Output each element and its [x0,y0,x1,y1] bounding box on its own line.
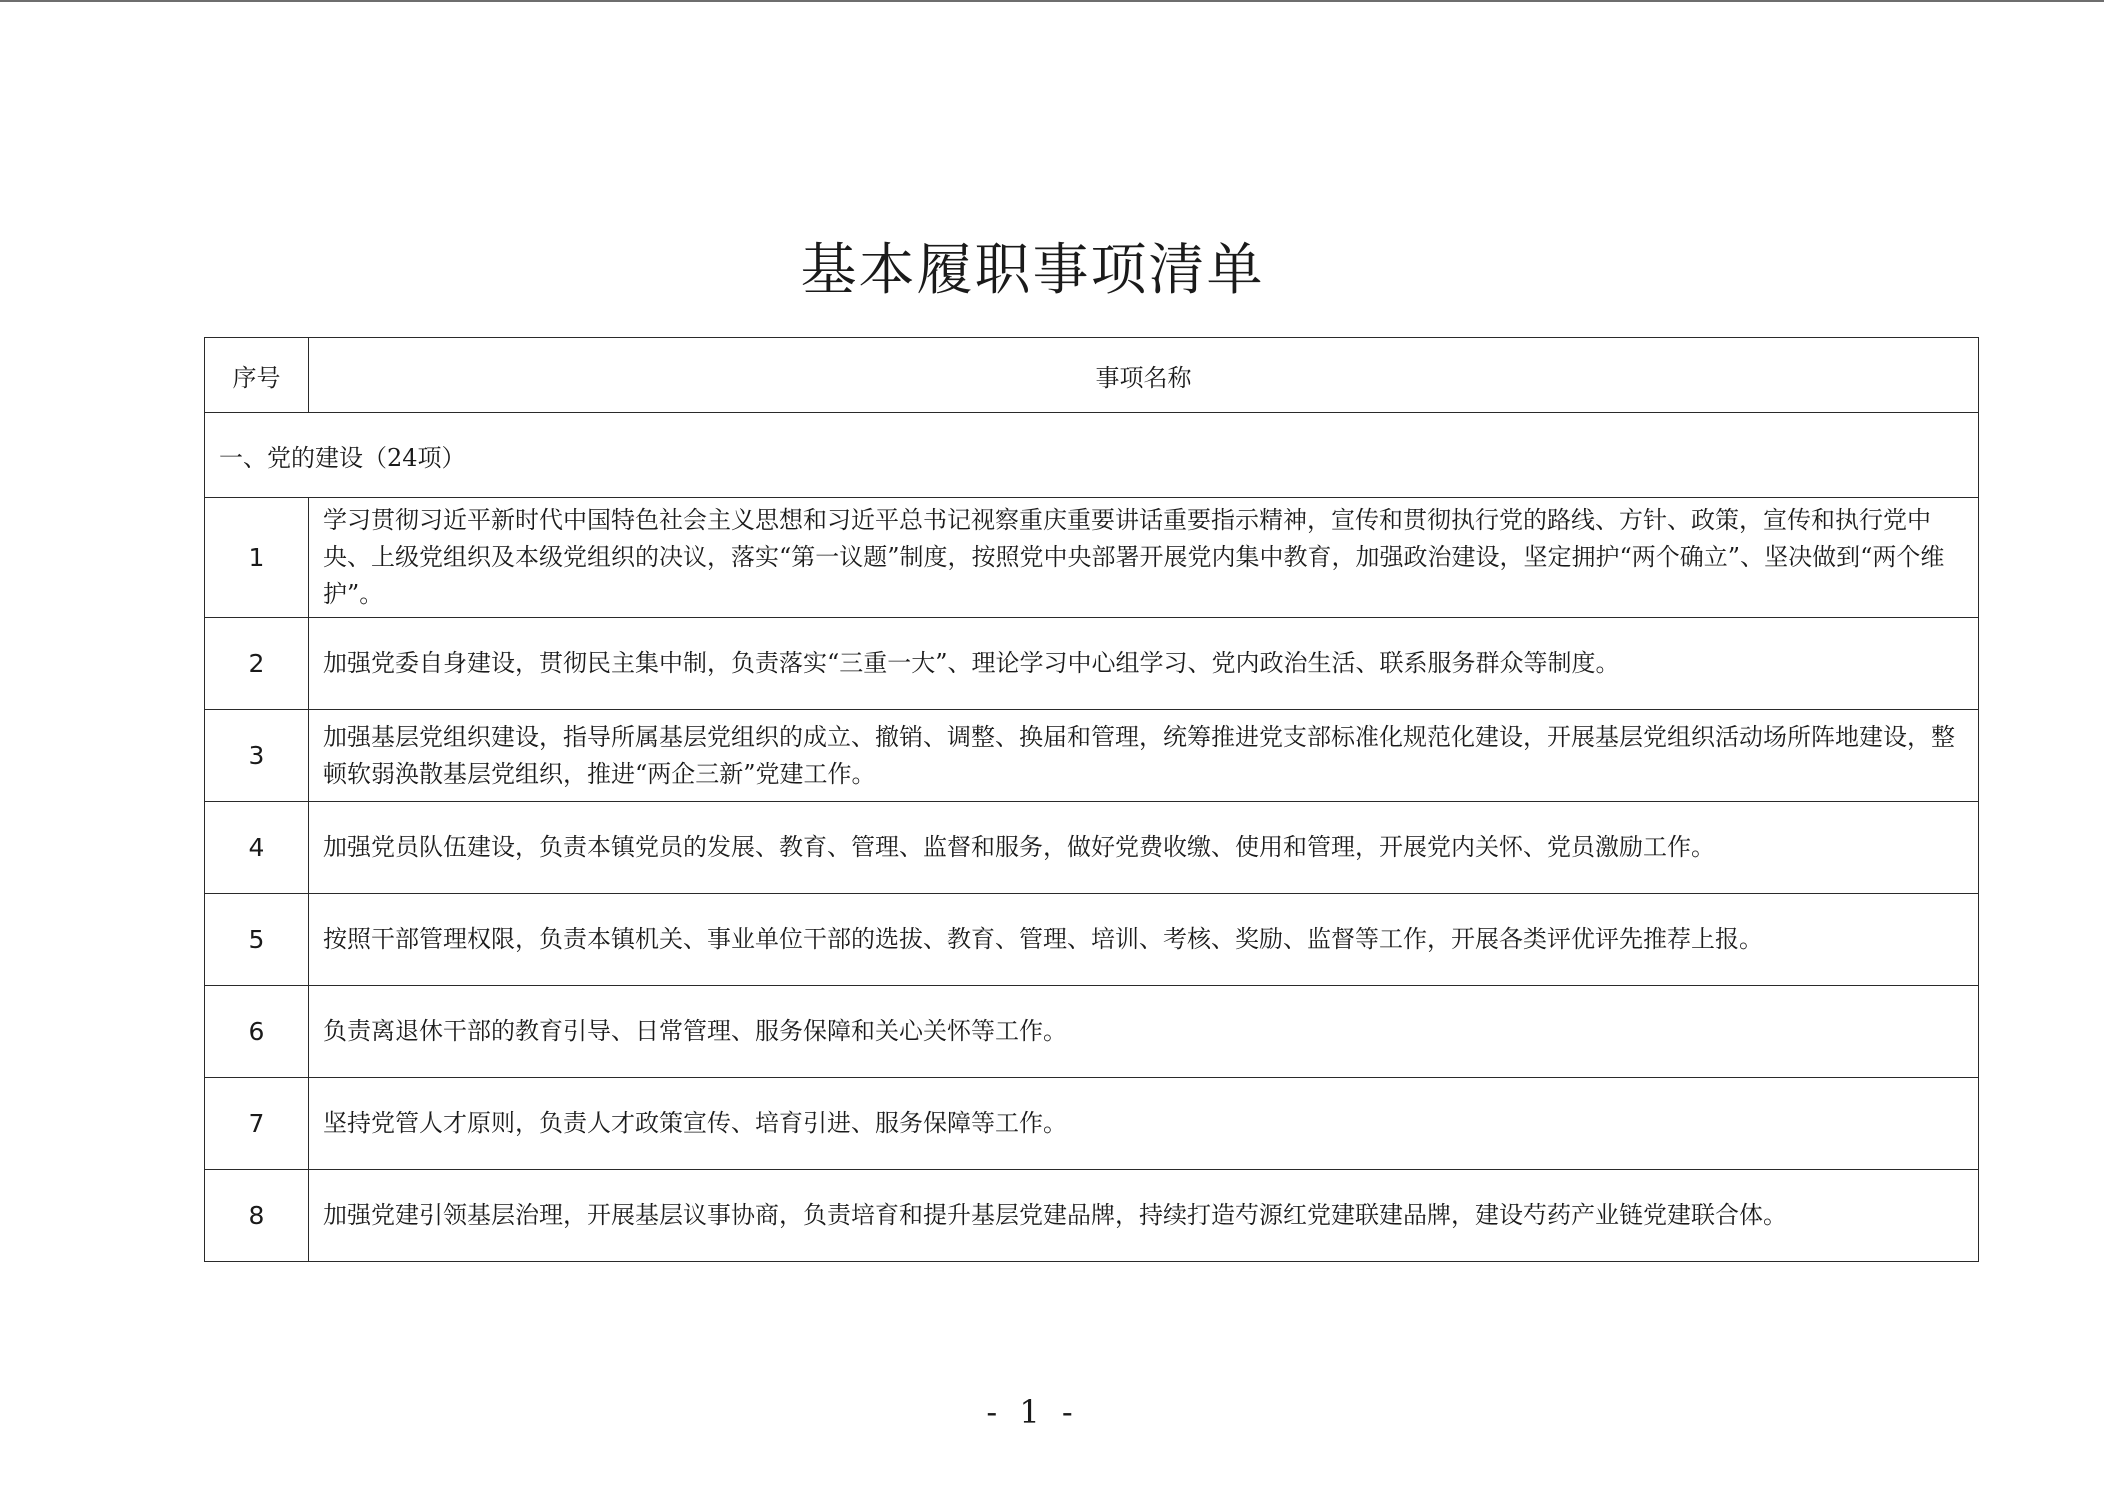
row-name: 加强基层党组织建设，指导所属基层党组织的成立、撤销、调整、换届和管理，统筹推进党支部标准化规范化建设，开展基层党组织活动场所阵地建设，整顿软弱涣散基层党组织，推进“两企三新”党建工作。 [309,710,1979,802]
row-seq: 2 [205,618,309,710]
section-label: 一、党的建设（24项） [205,413,1979,498]
row-seq: 7 [205,1078,309,1170]
table-row [205,986,1979,1078]
row-seq: 3 [205,710,309,802]
table-row [205,1078,1979,1170]
table-row [205,894,1979,986]
row-seq: 8 [205,1170,309,1262]
row-name: 加强党员队伍建设，负责本镇党员的发展、教育、管理、监督和服务，做好党费收缴、使用和管理，开展党内关怀、党员激励工作。 [309,802,1979,894]
table-row [205,498,1979,618]
table-row [205,618,1979,710]
header-name: 事项名称 [309,338,1979,413]
row-name: 坚持党管人才原则，负责人才政策宣传、培育引进、服务保障等工作。 [309,1078,1979,1170]
header-seq: 序号 [205,338,309,413]
page-top-border [0,0,2104,2]
row-seq: 5 [205,894,309,986]
row-name: 学习贯彻习近平新时代中国特色社会主义思想和习近平总书记视察重庆重要讲话重要指示精神，宣传和贯彻执行党的路线、方针、政策，宣传和执行党中央、上级党组织及本级党组织的决议，落实“第一议题”制度，按照党中央部署开展党内集中教育，加强政治建设，坚定拥护“两个确立”、坚决做到“两个维护”。 [309,498,1979,618]
duty-list-table [204,337,1979,1262]
table-row [205,710,1979,802]
row-name: 负责离退休干部的教育引导、日常管理、服务保障和关心关怀等工作。 [309,986,1979,1078]
page-number: - 1 - [986,1393,1079,1431]
row-name: 加强党建引领基层治理，开展基层议事协商，负责培育和提升基层党建品牌，持续打造芍源红党建联建品牌，建设芍药产业链党建联合体。 [309,1170,1979,1262]
table-header-row [205,338,1979,413]
table-row [205,802,1979,894]
row-seq: 4 [205,802,309,894]
row-name: 加强党委自身建设，贯彻民主集中制，负责落实“三重一大”、理论学习中心组学习、党内政治生活、联系服务群众等制度。 [309,618,1979,710]
table-row [205,1170,1979,1262]
document-title: 基本履职事项清单 [800,237,1265,303]
row-name: 按照干部管理权限，负责本镇机关、事业单位干部的选拔、教育、管理、培训、考核、奖励、监督等工作，开展各类评优评先推荐上报。 [309,894,1979,986]
section-row [205,413,1979,498]
row-seq: 1 [205,498,309,618]
row-seq: 6 [205,986,309,1078]
